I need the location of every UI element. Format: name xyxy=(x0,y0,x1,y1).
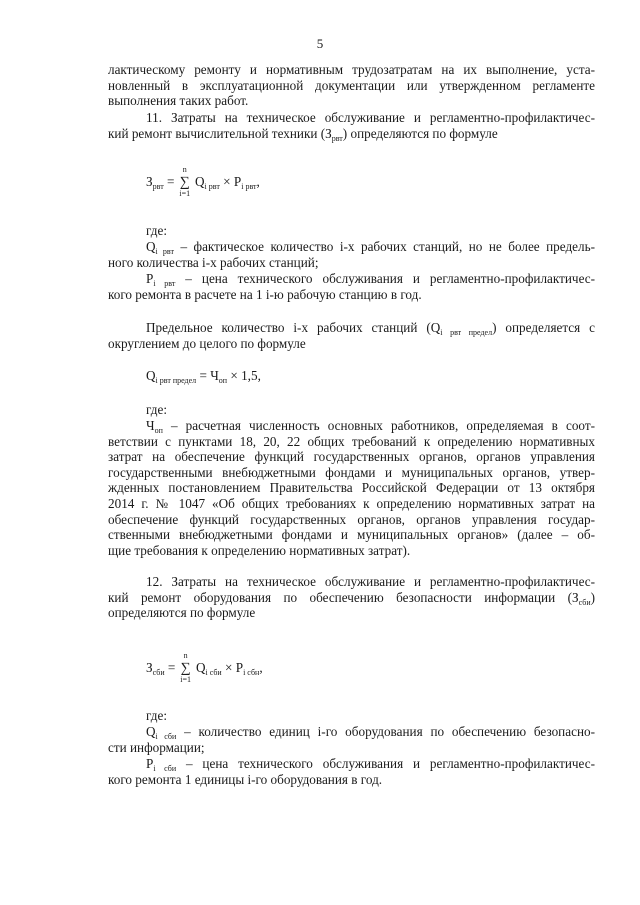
text-line: кого ремонта 1 единицы i-го оборудования в год. xyxy=(108,771,383,787)
text-line: определяются по формуле xyxy=(108,605,256,621)
definition-p-rvt xyxy=(108,271,595,302)
text-line: новленный в эксплуатационной документации или утвержденном регламенте xyxy=(108,77,595,93)
text-line: кого ремонта в расчете на 1 i-ю рабочую станцию в год. xyxy=(108,286,422,302)
text-line: $Ч_{оп}$ – расчетная численность основных работников, определяемая в соот- xyxy=(146,418,595,435)
formula-security-equipment-costs: $З_{сби}$ = n ∑ i=1 $Q_{i сби} \times P_{i сбн}$, xyxy=(146,651,263,684)
text-line: щие требования к определению нормативных затрат). xyxy=(108,542,411,558)
sum-symbol: n ∑ i=1 xyxy=(179,165,191,198)
paragraph-item-11 xyxy=(108,110,595,141)
text-line: сти информации; xyxy=(108,739,205,755)
where-label: где: xyxy=(146,223,167,238)
sum-symbol: n ∑ i=1 xyxy=(180,651,191,684)
definition-ch-op xyxy=(108,418,595,558)
text-line: Предельное количество i-х рабочих станций $(Q_{i рвт предел})$ определяется с xyxy=(146,320,595,337)
text-line: ного количества i-х рабочих станций; xyxy=(108,254,319,270)
text-line: обеспечение функций государственных органов, органов управления государ- xyxy=(108,511,595,527)
formula-workstation-costs: $З_{рвт}$ = n ∑ i=1 $Q_{i рвт} \times P_{i рвт}$, xyxy=(146,165,260,198)
text-line: лактическому ремонту и нормативным трудозатратам на их выполнение, уста- xyxy=(108,62,595,77)
text-line: 11. Затраты на техническое обслуживание и регламентно-профилактичес- xyxy=(146,110,595,125)
where-label: где: xyxy=(146,708,167,723)
paragraph-limit-quantity xyxy=(108,320,595,351)
paragraph-item-12 xyxy=(108,574,595,621)
paragraph-continuation xyxy=(108,62,595,109)
text-line: выполнения таких работ. xyxy=(108,93,249,109)
text-line: округлением до целого по формуле xyxy=(108,335,306,351)
text-line: 12. Затраты на техническое обслуживание и регламентно-профилактичес- xyxy=(146,574,595,589)
text-line: государственными внебюджетными фондами и муниципальных органов, утвер- xyxy=(108,464,595,480)
text-line: $Q_{i сби}$ – количество единиц i-го оборудования по обеспечению безопасно- xyxy=(146,724,595,741)
text-line: кий ремонт вычислительной техники $(З_{рвт})$ определяются по формуле xyxy=(108,125,498,143)
text-line: кий ремонт оборудования по обеспечению безопасности информации $(З_{сби})$ xyxy=(108,589,595,607)
text-line: $P_{i сби}$ – цена технического обслуживания и регламентно-профилактичес- xyxy=(146,756,595,773)
text-line: ственными внебюджетными фондами и муниципальных органов» (далее – об- xyxy=(108,527,595,543)
text-line: жденных постановлением Правительства Российской Федерации от 13 октября xyxy=(108,480,595,496)
text-line: 2014 г. № 1047 «Об общих требованиях к определению нормативных затрат на xyxy=(108,495,595,511)
definition-q-rvt xyxy=(108,239,595,270)
text-line: $P_{i рвт}$ – цена технического обслуживания и регламентно-профилактичес- xyxy=(146,271,595,288)
definition-q-sbi xyxy=(108,724,595,755)
definition-p-sbi xyxy=(108,756,595,787)
text-line: затрат на обеспечение функций государственных органов, органов управления xyxy=(108,449,595,465)
text-line: ветствии с пунктами 18, 20, 22 общих требований к определению нормативных xyxy=(108,433,595,449)
where-label: где: xyxy=(146,402,167,417)
text-line: $Q_{i рвт}$ – фактическое количество i-х рабочих станций, но не более предель- xyxy=(146,239,596,256)
formula-limit-quantity: $Q_{i рвт предел} = Ч_{оп} \times 1,5$, xyxy=(146,368,261,385)
page-number: 5 xyxy=(316,36,324,51)
